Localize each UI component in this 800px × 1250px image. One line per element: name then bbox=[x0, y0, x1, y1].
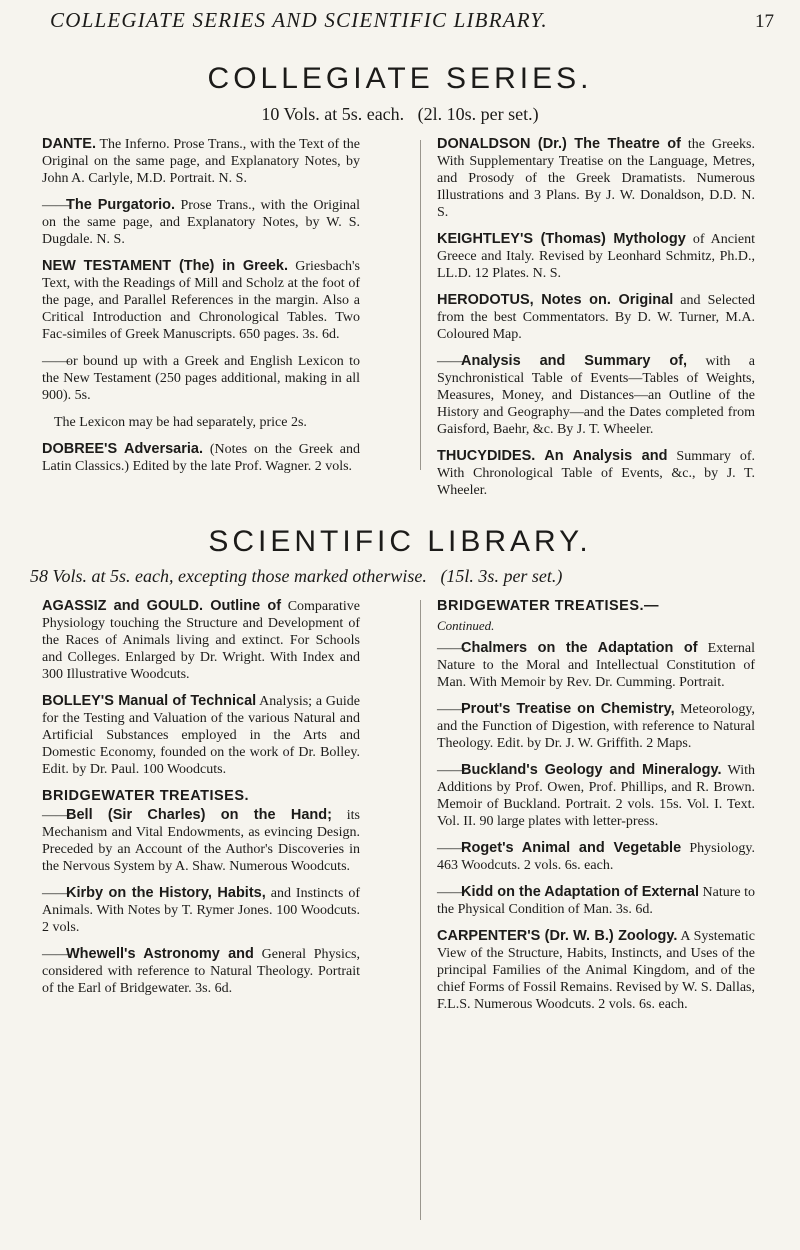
scientific-library-subline bbox=[30, 566, 770, 587]
scientific-volumes: 58 Vols. at 5s. each, excepting those marked otherwise. bbox=[30, 566, 427, 586]
entry-description: Summary of. With Chronological Table of Events, &c., by J. T. Wheeler. bbox=[437, 449, 755, 498]
entry-description: Griesbach's Text, with the Readings of Mill and Scholz at the foot of the page, and Parallel References in the margin. Also a Critical Introduction and Chronological Tables. Two Fac-similes of Greek Manuscripts. 650 pages. 3s. 6d. bbox=[42, 259, 360, 342]
ditto-dash: —— bbox=[42, 947, 70, 962]
ditto-dash: —— bbox=[437, 841, 465, 856]
entry-description: and Selected from the best Commentators. By D. W. Turner, M.A. Coloured Map. bbox=[437, 293, 755, 342]
entry-description: Prose Trans., with the Original on the same page, and Explanatory Notes, by W. S. Dugdale. N. S. bbox=[42, 198, 360, 247]
entry-description: A Systematic View of the Structure, Habits, Instincts, and Uses of the principal Families of the Animal Kingdom, and of the chief Forms of Fossil Remains. Revised by W. S. Dallas, F.L.S. Numerous Woodcuts. 2 vols. 6s. each. bbox=[437, 929, 755, 1012]
ditto-dash: —— bbox=[437, 354, 465, 369]
entry-description: of Ancient Greece and Italy. Revised by Leonhard Schmitz, Ph.D., LL.D. 12 Plates. N. S. bbox=[437, 232, 755, 281]
catalogue-entry bbox=[437, 928, 755, 1013]
entry-heading: Kidd on the Adaptation of External bbox=[461, 884, 699, 900]
scientific-library-heading: SCIENTIFIC LIBRARY. bbox=[208, 525, 592, 558]
entry-heading: Prout's Treatise on Chemistry, bbox=[461, 701, 675, 717]
running-title: COLLEGIATE SERIES AND SCIENTIFIC LIBRARY. bbox=[50, 8, 548, 32]
catalogue-entry bbox=[437, 701, 755, 752]
entry-heading: Roget's Animal and Vegetable bbox=[461, 840, 682, 856]
catalogue-entry bbox=[42, 885, 360, 936]
entry-heading: Buckland's Geology and Mineralogy. bbox=[461, 762, 722, 778]
catalogue-entry bbox=[437, 292, 755, 343]
catalogue-entry bbox=[42, 946, 360, 997]
ditto-dash: —— bbox=[42, 354, 70, 369]
entry-heading: HERODOTUS, Notes on. Original bbox=[437, 292, 674, 308]
catalogue-entry bbox=[437, 353, 755, 438]
scientific-right-column bbox=[437, 598, 755, 1023]
entry-heading: Kirby on the History, Habits, bbox=[66, 885, 266, 901]
catalogue-entry bbox=[437, 231, 755, 282]
entry-description: Physiology. 463 Woodcuts. 2 vols. 6s. each. bbox=[437, 841, 755, 873]
scientific-set-price: (15l. 3s. per set.) bbox=[440, 566, 563, 586]
scientific-column-divider bbox=[420, 600, 421, 1220]
entry-heading: The Purgatorio. bbox=[66, 197, 176, 213]
entry-description: Nature to the Physical Condition of Man. 3s. 6d. bbox=[437, 885, 755, 917]
entry-heading: BOLLEY'S Manual of Technical bbox=[42, 693, 257, 709]
entry-heading: DANTE. bbox=[42, 136, 96, 152]
entry-description: With Additions by Prof. Owen, Prof. Phillips, and R. Brown. Memoir of Buckland. Portrait. 2 vols. 15s. Vol. I. Text. Vol. II. 90 large plates with letter-press. bbox=[437, 763, 755, 829]
ditto-dash: —— bbox=[42, 808, 70, 823]
entry-description: Analysis; a Guide for the Testing and Valuation of the various Natural and Artificial Substances employed in the Arts and Domestic Economy, founded on the work of Dr. Bolley. Edit. by Dr. Paul. 100 Woodcuts. bbox=[42, 694, 360, 777]
entry-heading: DOBREE'S Adversaria. bbox=[42, 441, 203, 457]
catalogue-entry bbox=[437, 136, 755, 221]
entry-heading: Whewell's Astronomy and bbox=[66, 946, 254, 962]
entry-description: The Lexicon may be had separately, price 2s. bbox=[54, 415, 307, 430]
running-head bbox=[50, 8, 774, 38]
collegiate-series-heading: COLLEGIATE SERIES. bbox=[207, 62, 593, 95]
entry-heading: NEW TESTAMENT (The) in Greek. bbox=[42, 258, 288, 274]
entry-heading: Analysis and Summary of, bbox=[461, 353, 688, 369]
catalogue-entry bbox=[437, 448, 755, 499]
ditto-dash: —— bbox=[437, 763, 465, 778]
entry-heading: DONALDSON (Dr.) The Theatre of bbox=[437, 136, 681, 152]
entry-description: External Nature to the Moral and Intellectual Constitution of Man. With Memoir by Rev. Dr. Cumming. Portrait. bbox=[437, 641, 756, 690]
collegiate-left-column bbox=[42, 136, 360, 485]
entry-description: or bound up with a Greek and English Lexicon to the New Testament (250 pages additional, making in all 900). 5s. bbox=[42, 354, 360, 403]
catalogue-entry bbox=[42, 353, 360, 404]
entry-description: (Notes on the Greek and Latin Classics.) Edited by the late Prof. Wagner. 2 vols. bbox=[42, 442, 361, 474]
page-number: 17 bbox=[755, 11, 774, 32]
entry-description: Comparative Physiology touching the Structure and Development of the Races of Animals living and extinct. For Schools and Colleges. Enlarged by Dr. Wright. With Index and 300 Illustrative Woodcuts. bbox=[42, 599, 361, 682]
collegiate-column-divider bbox=[420, 140, 421, 470]
catalogue-entry bbox=[42, 414, 360, 431]
entry-heading: CARPENTER'S (Dr. W. B.) Zoology. bbox=[437, 928, 678, 944]
catalogue-entry bbox=[437, 884, 755, 918]
catalogue-entry bbox=[437, 640, 755, 691]
entry-heading: AGASSIZ and GOULD. Outline of bbox=[42, 598, 282, 614]
section-subheading: BRIDGEWATER TREATISES.— bbox=[437, 598, 660, 614]
catalogue-entry bbox=[42, 136, 360, 187]
catalogue-entry bbox=[42, 441, 360, 475]
ditto-dash: —— bbox=[42, 198, 70, 213]
entry-description: its Mechanism and Vital Endowments, as evincing Design. Preceded by an Account of the Author's Discoveries in the Nervous System by A. Shaw. Numerous Woodcuts. bbox=[42, 808, 360, 874]
scientific-left-column bbox=[42, 598, 360, 1007]
section-subheading: BRIDGEWATER TREATISES. bbox=[42, 788, 250, 804]
collegiate-right-column bbox=[437, 136, 755, 509]
entry-heading: Chalmers on the Adaptation of bbox=[461, 640, 698, 656]
entry-description: the Greeks. With Supplementary Treatise on the Language, Metres, and Prosody of the Greek Dramatists. Numerous Illustrations and 3 Plans. By J. W. Donaldson, D.D. N. S. bbox=[437, 137, 755, 220]
entry-description: The Inferno. Prose Trans., with the Text of the Original on the same page, and Explanatory Notes, by John A. Carlyle, M.D. Portrait. N. S. bbox=[42, 137, 360, 186]
ditto-dash: —— bbox=[42, 886, 70, 901]
ditto-dash: —— bbox=[437, 641, 465, 656]
catalogue-entry bbox=[42, 258, 360, 343]
catalogue-entry bbox=[42, 197, 360, 248]
continued-note: Continued. bbox=[437, 618, 495, 633]
entry-description: General Physics, considered with reference to Natural Theology. Portrait of the Earl of Bridgewater. 3s. 6d. bbox=[42, 947, 361, 996]
entry-description: Meteorology, and the Function of Digestion, with reference to Natural Theology. Edit. by Dr. J. W. Griffith. 2 Maps. bbox=[437, 702, 755, 751]
catalogue-entry bbox=[42, 807, 360, 875]
entry-heading: Bell (Sir Charles) on the Hand; bbox=[66, 807, 332, 823]
entry-description: with a Synchronistical Table of Events—Tables of Weights, Measures, Money, and Distances—an Outline of the History and Geography—and the Dates completed from Gaisford, Baehr, &c. By J. T. Wheeler. bbox=[437, 354, 755, 437]
ditto-dash: —— bbox=[437, 885, 465, 900]
catalogue-entry bbox=[42, 693, 360, 778]
entry-description: and Instincts of Animals. With Notes by T. Rymer Jones. 100 Woodcuts. 2 vols. bbox=[42, 886, 360, 935]
catalogue-entry bbox=[437, 840, 755, 874]
collegiate-volumes: 10 Vols. at 5s. each. bbox=[261, 104, 405, 124]
collegiate-set-price: (2l. 10s. per set.) bbox=[417, 104, 539, 124]
ditto-dash: —— bbox=[437, 702, 465, 717]
catalogue-entry bbox=[42, 598, 360, 683]
collegiate-series-subline bbox=[0, 104, 800, 125]
entry-heading: KEIGHTLEY'S (Thomas) Mythology bbox=[437, 231, 686, 247]
entry-heading: THUCYDIDES. An Analysis and bbox=[437, 448, 668, 464]
catalogue-entry bbox=[437, 762, 755, 830]
